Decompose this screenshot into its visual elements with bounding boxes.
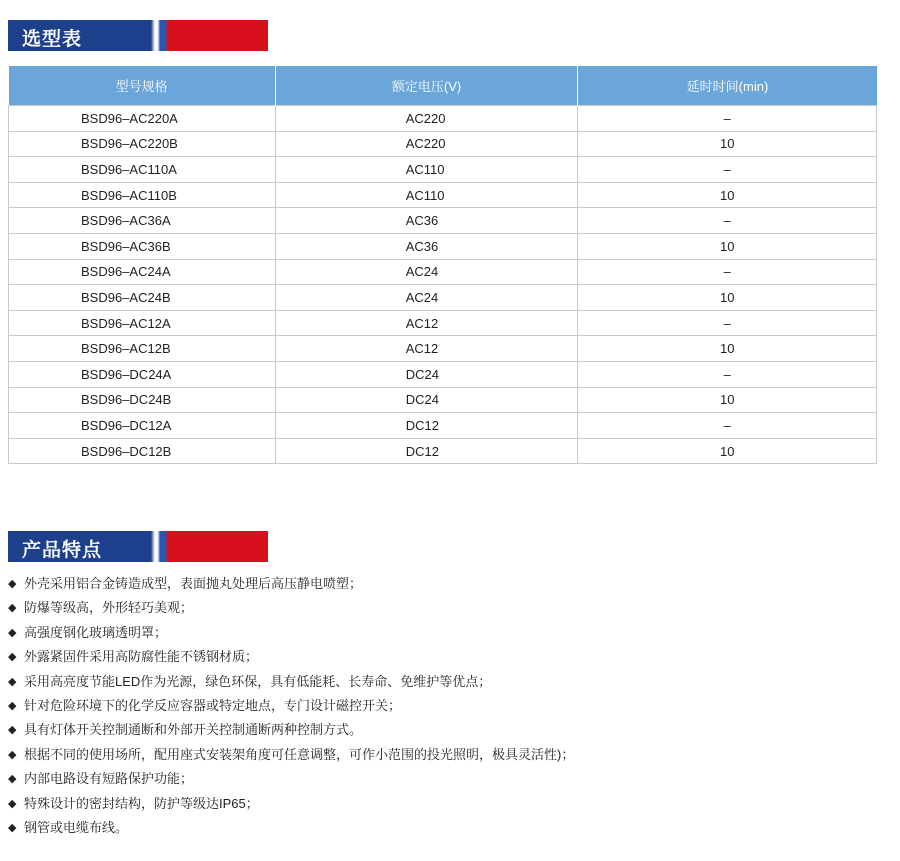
list-item: [8, 621, 574, 645]
cell-voltage: AC220: [275, 106, 578, 132]
cell-model: BSD96–AC24B: [9, 285, 276, 311]
list-item: [8, 670, 574, 694]
feature-text: 高强度钢化玻璃透明罩；: [24, 624, 168, 640]
table-row: [9, 285, 877, 311]
diamond-bullet-icon: ◆: [8, 675, 17, 688]
features-section-header: [8, 531, 268, 562]
table-row: [9, 336, 877, 362]
diamond-bullet-icon: ◆: [8, 748, 17, 761]
diamond-bullet-icon: ◆: [8, 797, 17, 810]
cell-delay: –: [578, 413, 877, 439]
cell-model: BSD96–AC12B: [9, 336, 276, 362]
cell-model: BSD96–DC24A: [9, 361, 276, 387]
cell-voltage: AC110: [275, 182, 578, 208]
cell-voltage: DC24: [275, 387, 578, 413]
table-row: [9, 361, 877, 387]
column-header-voltage: 额定电压(V): [275, 66, 578, 106]
feature-text: 针对危险环境下的化学反应容器或特定地点，专门设计磁控开关；: [24, 697, 402, 713]
selection-table-title: 选型表: [22, 29, 83, 50]
cell-model: BSD96–AC110A: [9, 157, 276, 183]
cell-voltage: DC12: [275, 438, 578, 464]
diamond-bullet-icon: ◆: [8, 699, 17, 712]
cell-model: BSD96–AC12A: [9, 310, 276, 336]
list-item: [8, 816, 574, 840]
cell-model: BSD96–DC12A: [9, 413, 276, 439]
diamond-bullet-icon: ◆: [8, 626, 17, 639]
diamond-bullet-icon: ◆: [8, 578, 17, 590]
cell-delay: 10: [578, 387, 877, 413]
selection-table-section-header: [8, 20, 268, 51]
list-item: [8, 792, 574, 816]
diamond-bullet-icon: ◆: [8, 651, 17, 664]
table-row: [9, 413, 877, 439]
cell-delay: 10: [578, 131, 877, 157]
table-row: [9, 208, 877, 234]
table-row: [9, 106, 877, 132]
table-row: [9, 438, 877, 464]
cell-delay: –: [578, 310, 877, 336]
cell-delay: –: [578, 208, 877, 234]
feature-text: 外壳采用铝合金铸造成型，表面抛丸处理后高压静电喷塑；: [24, 576, 363, 591]
feature-text: 内部电路设有短路保护功能；: [24, 771, 194, 787]
table-row: [9, 131, 877, 157]
feature-text: 根据不同的使用场所，配用座式安装架角度可任意调整，可作小范围的投光照明，极具灵活性)；: [24, 746, 575, 762]
cell-model: BSD96–AC24A: [9, 259, 276, 285]
diamond-bullet-icon: ◆: [8, 602, 17, 615]
table-header-row: [9, 66, 877, 106]
cell-delay: 10: [578, 285, 877, 311]
cell-voltage: DC24: [275, 361, 578, 387]
cell-voltage: AC220: [275, 131, 578, 157]
table-row: [9, 310, 877, 336]
cell-model: BSD96–AC220A: [9, 106, 276, 132]
cell-delay: 10: [578, 438, 877, 464]
cell-model: BSD96–AC36A: [9, 208, 276, 234]
diamond-bullet-icon: ◆: [8, 821, 17, 834]
diamond-bullet-icon: ◆: [8, 773, 17, 786]
cell-voltage: AC24: [275, 259, 578, 285]
feature-text: 具有灯体开关控制通断和外部开关控制通断两种控制方式。: [24, 722, 363, 738]
features-list: [8, 572, 574, 840]
cell-model: BSD96–AC110B: [9, 182, 276, 208]
cell-delay: –: [578, 361, 877, 387]
list-item: [8, 596, 574, 620]
cell-model: BSD96–AC36B: [9, 233, 276, 259]
column-header-delay: 延时时间(min): [578, 66, 877, 106]
table-row: [9, 387, 877, 413]
cell-delay: 10: [578, 182, 877, 208]
cell-model: BSD96–DC24B: [9, 387, 276, 413]
feature-text: 特殊设计的密封结构，防护等级达IP65；: [24, 795, 259, 811]
list-item: [8, 718, 574, 742]
cell-delay: –: [578, 259, 877, 285]
selection-table: [8, 66, 877, 464]
diamond-bullet-icon: ◆: [8, 724, 17, 737]
cell-voltage: AC24: [275, 285, 578, 311]
feature-text: 钢管或电缆布线。: [24, 819, 129, 835]
features-title: 产品特点: [22, 540, 103, 561]
cell-voltage: AC36: [275, 208, 578, 234]
feature-text: 防爆等级高，外形轻巧美观；: [24, 600, 194, 616]
cell-delay: 10: [578, 233, 877, 259]
feature-text: 外露紧固件采用高防腐性能不锈钢材质；: [24, 649, 259, 665]
table-row: [9, 259, 877, 285]
cell-model: BSD96–DC12B: [9, 438, 276, 464]
list-item: [8, 767, 574, 791]
cell-model: BSD96–AC220B: [9, 131, 276, 157]
column-header-model: 型号规格: [9, 66, 276, 106]
list-item: [8, 743, 574, 767]
cell-voltage: AC110: [275, 157, 578, 183]
table-row: [9, 182, 877, 208]
cell-delay: 10: [578, 336, 877, 362]
cell-voltage: AC12: [275, 310, 578, 336]
list-item: [8, 645, 574, 669]
cell-voltage: AC36: [275, 233, 578, 259]
cell-delay: –: [578, 106, 877, 132]
table-row: [9, 233, 877, 259]
list-item: [8, 694, 574, 718]
cell-voltage: DC12: [275, 413, 578, 439]
cell-voltage: AC12: [275, 336, 578, 362]
feature-text: 采用高亮度节能LED作为光源，绿色环保，具有低能耗、长寿命、免维护等优点；: [24, 673, 492, 689]
table-row: [9, 157, 877, 183]
list-item: [8, 572, 574, 596]
cell-delay: –: [578, 157, 877, 183]
